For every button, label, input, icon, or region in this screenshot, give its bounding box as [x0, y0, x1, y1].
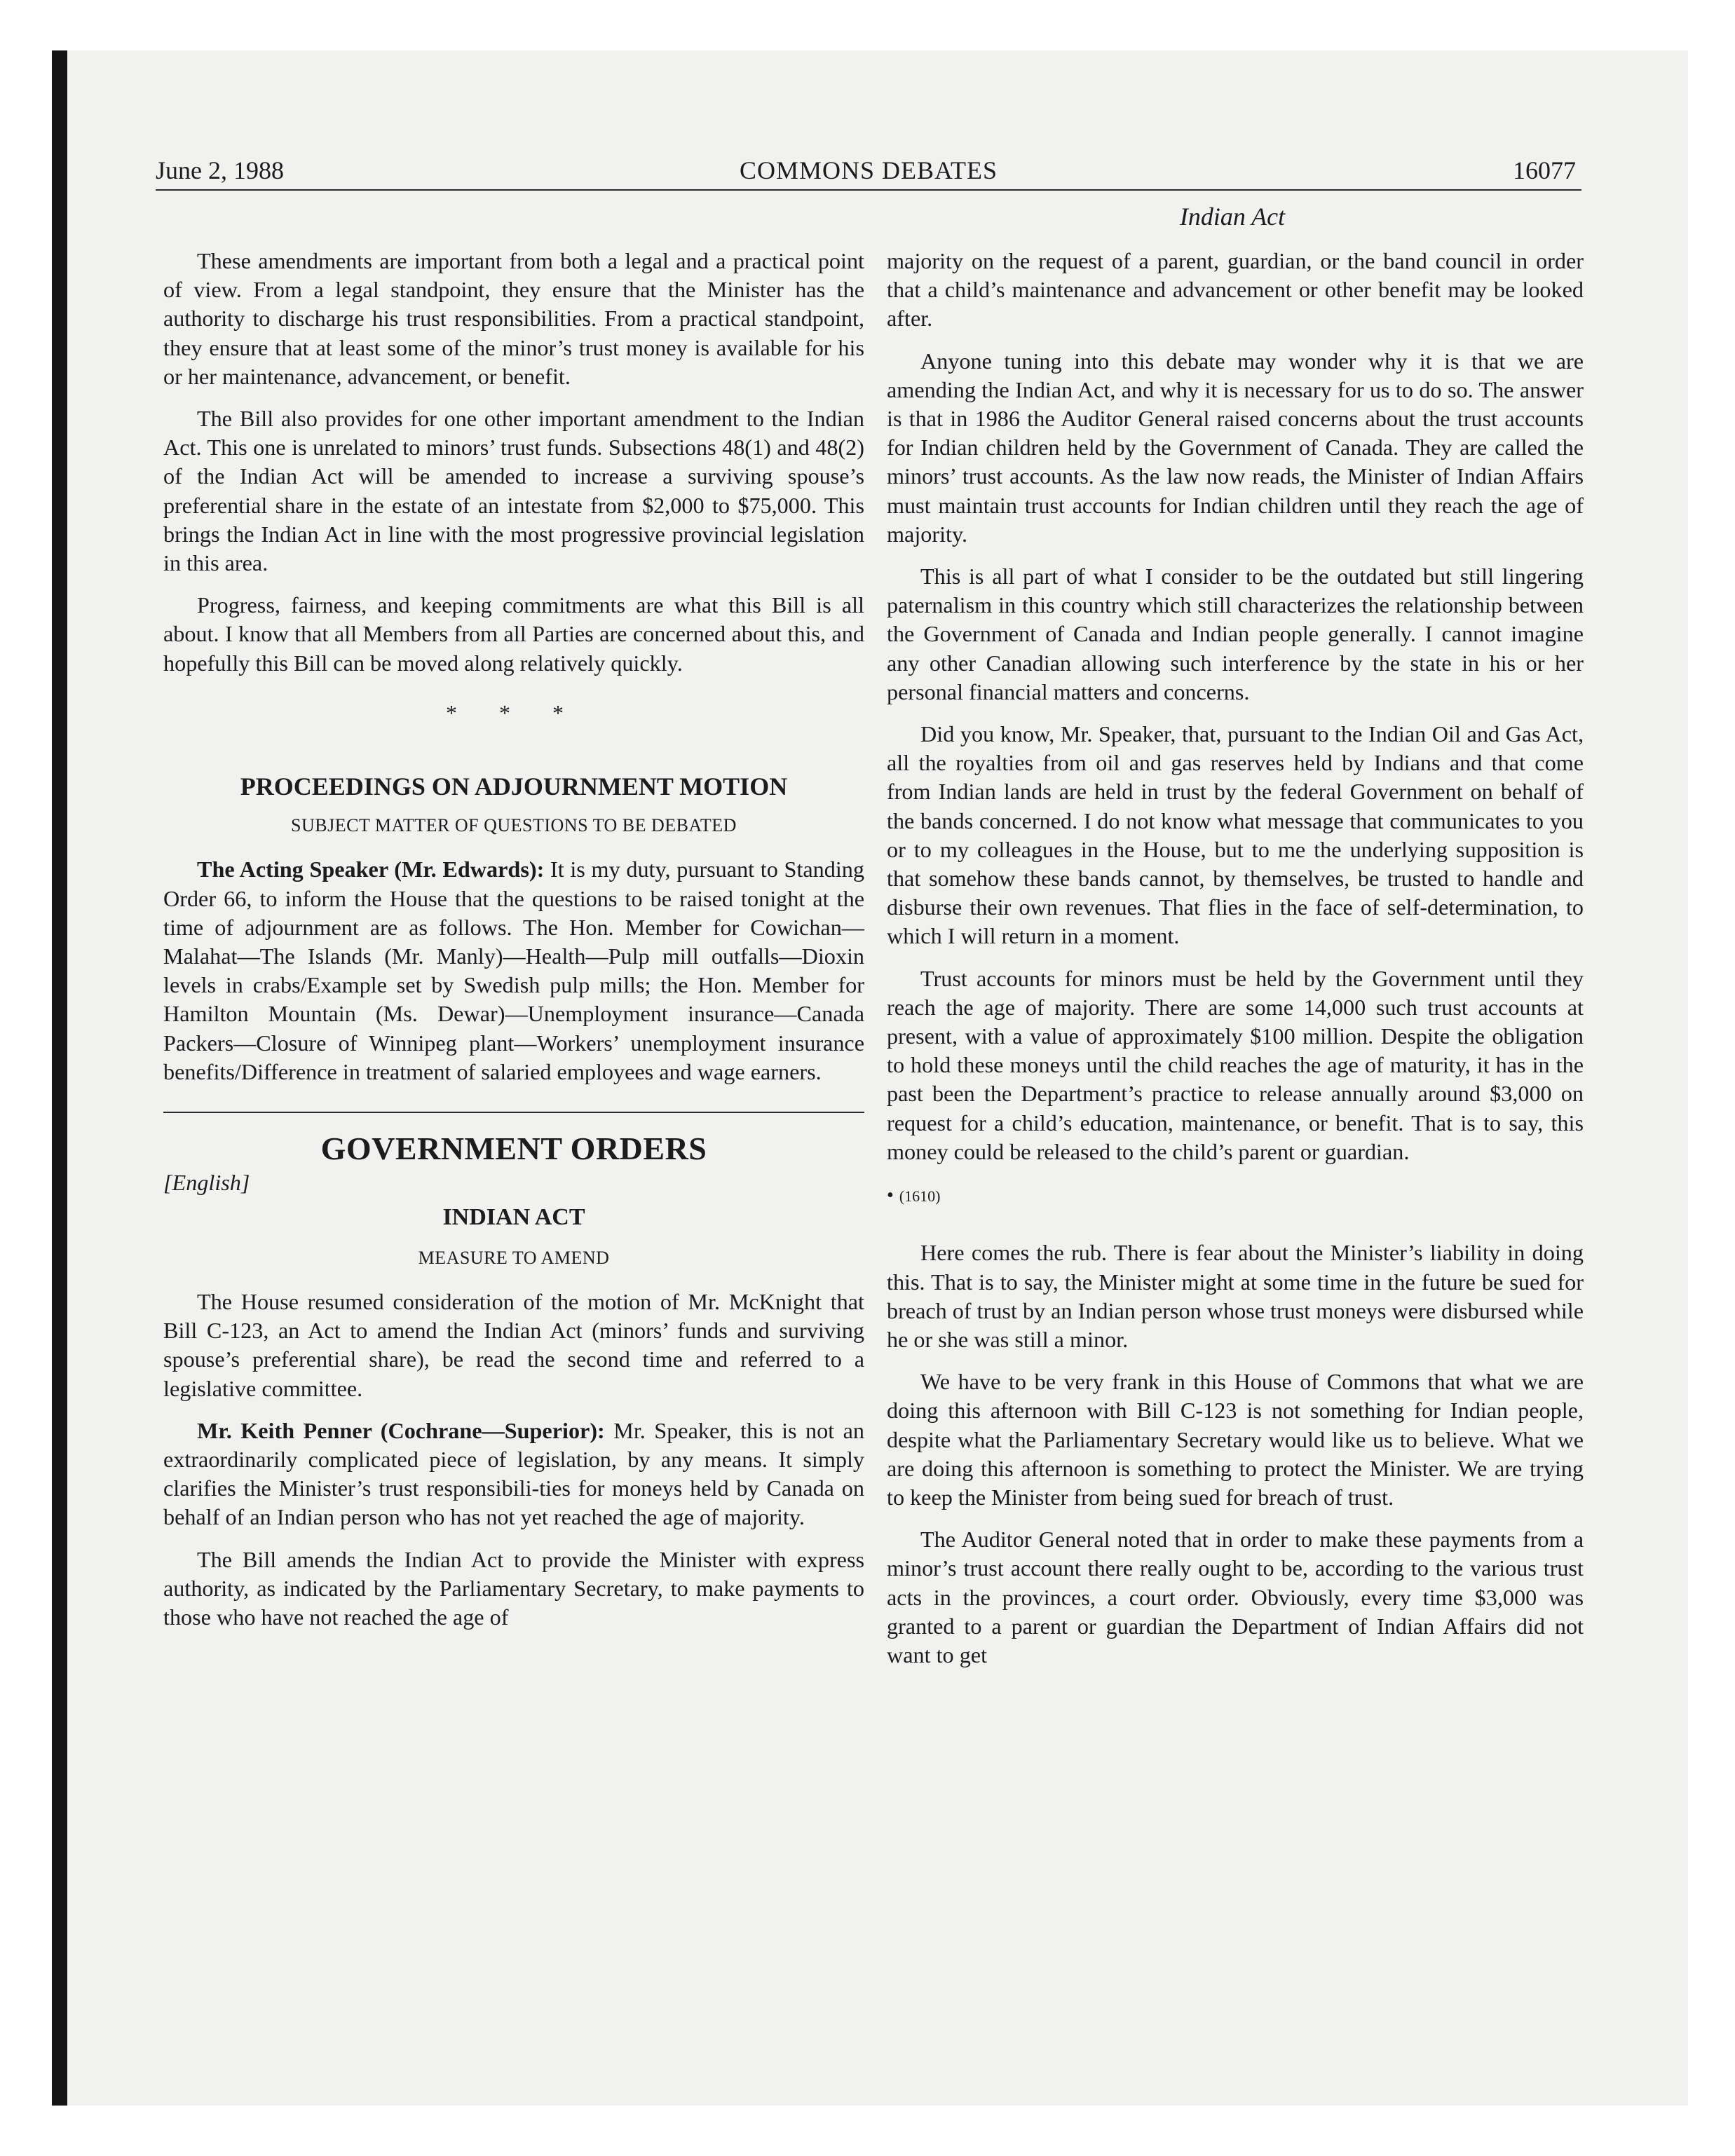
paragraph: Anyone tuning into this debate may wonder why it is that we are amending the Indian Act, and why it is necessary for us to do so. The answer is that in 1986 the Auditor General raised concerns about the trust accounts for Indian children held by the Government of Canada. They are called the minors’ trust accounts. As the law now reads, the Minister of Indian Affairs must maintain trust accounts for Indian children until they reach the age of majority. [887, 348, 1584, 547]
adjournment-subheading: SUBJECT MATTER OF QUESTIONS TO BE DEBATED [291, 815, 737, 836]
header-publication: COMMONS DEBATES [739, 156, 998, 184]
speech-text: Mr. Speaker, this is not an extraordinarily complicated piece of legislation, by any means. It simply clarifies the Minister’s trust responsibili-ties for moneys held by Canada on behalf of an Indian person who has not yet reached the age of majority. [163, 1417, 864, 1530]
timestamp [887, 1180, 1584, 1210]
paragraph [163, 855, 864, 1086]
timestamp-text: (1610) [899, 1187, 941, 1206]
left-column [163, 247, 864, 1645]
scan-edge [52, 50, 67, 2106]
paragraph: The Bill amends the Indian Act to provide the Minister with express authority, as indicated by the Parliamentary Secretary, to make payments to those who have not reached the age of [163, 1546, 864, 1630]
paragraph: The Auditor General noted that in order to make these payments from a minor’s trust account there really ought to be, according to the various trust acts in the provinces, a court order. Obviously, every time $3,000 was granted to a parent or guardian the Department of Indian Affairs did not want to get [887, 1527, 1584, 1667]
speaker-name: The Acting Speaker (Mr. Edwards): [197, 857, 545, 882]
paragraph: The Bill also provides for one other important amendment to the Indian Act. This one is unrelated to minors’ trust funds. Subsections 48(1) and 48(2) of the Indian Act will be amended to increase a surviving spouse’s preferential share in the estate of an intestate from $2,000 to $75,000. This brings the Indian Act in line with the most progressive provincial legislation in this area. [163, 406, 864, 576]
bill-heading: INDIAN ACT [442, 1204, 585, 1231]
paragraph: Did you know, Mr. Speaker, that, pursuant to the Indian Oil and Gas Act, all the royalties from oil and gas reserves held by Indians and that come from Indian lands are held in trust by the federal Government on behalf of the bands concerned. I do not know what message that communicates to you or to my colleagues in the House, but to me the underlying supposition is that somehow these bands cannot, by themselves, be trusted to handle and disburse their own revenues. That flies in the face of self-determination, to which I will return in a moment. [887, 721, 1584, 949]
header-date: June 2, 1988 [156, 156, 284, 184]
page-header [156, 150, 1581, 191]
language-note: [English] [163, 1170, 250, 1196]
paragraph: This is all part of what I consider to be the outdated but still lingering paternalism in this country which still characterizes the relationship between the Government of Canada and Indian people generally. I cannot imagine any other Canadian allowing such interference by the state in his or her personal financial matters and concerns. [887, 564, 1584, 704]
paragraph: Progress, fairness, and keeping commitments are what this Bill is all about. I know that all Members from all Parties are concerned about this, and hopefully this Bill can be moved along relatively quickly. [163, 592, 864, 676]
paragraph: Here comes the rub. There is fear about the Minister’s liability in doing this. That is to say, the Minister might at some time in the future be sued for breach of trust by an Indian person whose trust moneys were disbursed while he or she was still a minor. [887, 1240, 1584, 1352]
section-separator: * * * [446, 700, 582, 725]
running-head: Indian Act [1179, 203, 1286, 231]
paragraph: Trust accounts for minors must be held by the Government until they reach the age of majority. There are some 14,000 such trust accounts at present, with a value of approximately $100 million. Despite the obligation to hold these moneys until the child reaches the age of maturity, it has in the past been the Department’s practice to release annually around $3,000 on request for a child’s education, maintenance, or benefit. That is to say, this money could be released to the child’s parent or guardian. [887, 965, 1584, 1164]
bill-subheading: MEASURE TO AMEND [418, 1247, 610, 1268]
speech-text: It is my duty, pursuant to Standing Order 66, to inform the House that the questions to be raised tonight at the time of adjournment are as follows. The Hon. Member for Cowichan—Malahat—The Islands (Mr. Manly)—Health—Pulp mill outfalls—Dioxin levels in crabs/Example set by Swedish pulp mills; the Hon. Member for Hamilton Mountain (Ms. Dewar)—Unemployment insurance—Canada Packers—Closure of Winnipeg plant—Workers’ unemployment insurance benefits/Difference in treatment of salaried employees and wage earners. [163, 857, 864, 1084]
bullet-icon: • [887, 1185, 894, 1207]
paragraph: The House resumed consideration of the motion of Mr. McKnight that Bill C-123, an Act to amend the Indian Act (minors’ funds and surviving spouse’s preferential share), be read the second time and referred to a legislative committee. [163, 1288, 864, 1401]
section-rule [163, 1112, 864, 1113]
right-column [887, 247, 1584, 1683]
paragraph [163, 1417, 864, 1532]
adjournment-heading: PROCEEDINGS ON ADJOURNMENT MOTION [240, 772, 788, 801]
paragraph: We have to be very frank in this House of Commons that what we are doing this afternoon with Bill C-123 is not something for Indian people, despite what the Parliamentary Secretary would like us to believe. What we are doing this afternoon is something to protect the Minister. We are trying to keep the Minister from being sued for breach of trust. [887, 1369, 1584, 1510]
government-orders-heading: GOVERNMENT ORDERS [320, 1131, 707, 1167]
header-page-number: 16077 [1513, 156, 1576, 184]
paragraph: These amendments are important from both a legal and a practical point of view. From a legal standpoint, they ensure that the Minister has the authority to discharge his trust responsibilities. From a practical standpoint, they ensure that at least some of the minor’s trust money is available for his or her maintenance, advancement, or benefit. [163, 248, 864, 389]
speaker-name: Mr. Keith Penner (Cochrane—Superior): [197, 1417, 605, 1443]
paragraph: majority on the request of a parent, guardian, or the band council in order that a child’s maintenance and advancement or other benefit may be looked after. [887, 248, 1584, 332]
